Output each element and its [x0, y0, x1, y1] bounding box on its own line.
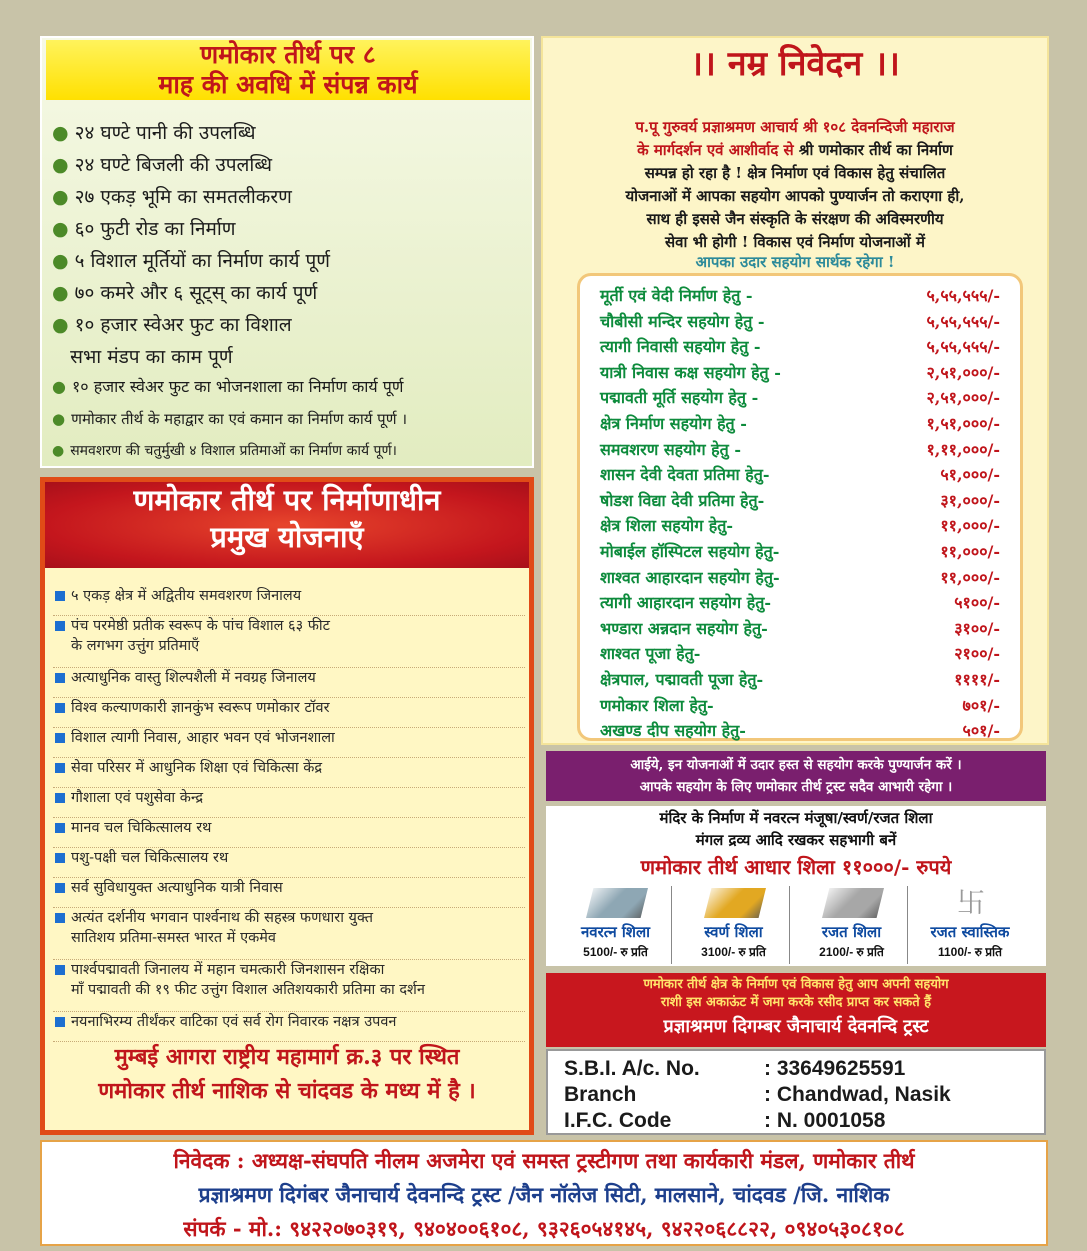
donation-label: समवशरण सहयोग हेतु - [600, 439, 741, 459]
completed-works-heading [46, 40, 530, 100]
donation-label: यात्री निवास कक्ष सहयोग हेतु - [600, 362, 781, 382]
bank-key: I.F.C. Code [564, 1109, 672, 1132]
donation-row [580, 538, 1020, 565]
shila-rate: 3100/- रु प्रति [701, 945, 766, 959]
square-bullet-icon [55, 853, 65, 863]
donation-label: क्षेत्रपाल, पद्मावती पूजा हेतु- [600, 670, 764, 689]
completed-item [52, 214, 236, 244]
square-bullet-icon [55, 673, 65, 683]
completed-item [52, 278, 317, 308]
bullet-icon: ● [52, 122, 69, 144]
shila-name: स्वर्ण शिला [704, 923, 763, 941]
appeal-panel [541, 36, 1049, 745]
bank-row [564, 1108, 1034, 1133]
bullet-icon: ● [52, 377, 66, 396]
appeal-line: साथ ही इससे जैन संस्कृति के संरक्षण की अविस्मरणीय [646, 210, 944, 228]
donation-amount: ५१००/- [954, 593, 1000, 613]
plan-item [53, 616, 525, 668]
appeal-line: योजनाओं में आपका सहयोग आपको पुण्यार्जन तो कराएगा ही, [625, 187, 965, 205]
bank-value: : Chandwad, Nasik [764, 1083, 951, 1106]
square-bullet-icon [55, 823, 65, 833]
planned-schemes-heading [45, 482, 529, 568]
plan-item [53, 960, 525, 1012]
donation-row [580, 359, 1020, 386]
shila-name: रजत शिला [821, 923, 882, 941]
completed-item [52, 182, 292, 212]
footer-line2: प्रज्ञाश्रमण दिगंबर जैनाचार्य देवनन्दि ट्रस्ट /जैन नॉलेज सिटी, मालसाने, चांदवड /जि. नाशिक [198, 1182, 890, 1207]
completed-item [52, 342, 233, 372]
donation-row [580, 308, 1020, 335]
plan-item-text: पशु-पक्षी चल चिकित्सालय रथ [71, 850, 229, 866]
donation-label: पद्मावती मूर्ति सहयोग हेतु - [600, 388, 759, 408]
plan-item [53, 728, 525, 758]
donation-label: षोडश विद्या देवी प्रतिमा हेतु- [600, 490, 765, 510]
donation-label: त्यागी निवासी सहयोग हेतु - [600, 337, 761, 357]
plan-item-text: के लगभग उत्तुंग प्रतिमाएँ [71, 638, 200, 654]
square-bullet-icon [55, 703, 65, 713]
appeal-line-part: के मार्गदर्शन एवं आशीर्वाद से [637, 141, 799, 159]
donation-amount: ११,०००/- [940, 542, 1000, 561]
donation-label: मोबाईल हॉस्पिटल सहयोग हेतु- [600, 542, 780, 561]
appeal-line [543, 139, 1047, 162]
completed-item-text: १० हजार स्वेअर फुट का भोजनशाला का निर्माण कार्य पूर्ण [71, 377, 404, 396]
plan-item-text: विश्व कल्याणकारी ज्ञानकुंभ स्वरूप णमोकार टॉवर [71, 700, 330, 716]
donation-row [580, 410, 1020, 437]
plan-item-text: अत्यंत दर्शनीय भगवान पार्श्वनाथ की सहस्त्र फणधारा युक्त [71, 910, 374, 926]
donation-label: शाश्वत पूजा हेतु- [600, 644, 701, 664]
donation-label: क्षेत्र शिला सहयोग हेतु- [600, 516, 734, 536]
bullet-icon: ● [52, 443, 65, 459]
donation-row [580, 615, 1020, 642]
square-bullet-icon [55, 883, 65, 893]
appeal-line: सेवा भी होगी ! विकास एवं निर्माण योजनाओं में [665, 233, 925, 251]
plan-item-text: विशाल त्यागी निवास, आहार भवन एवं भोजनशाला [71, 730, 335, 746]
completed-item [52, 118, 255, 148]
plan-item-text: मानव चल चिकित्सालय रथ [71, 820, 212, 836]
square-bullet-icon [55, 965, 65, 975]
bank-key: S.B.I. A/c. No. [564, 1057, 700, 1080]
shila-line1: मंदिर के निर्माण में नवरत्न मंजूषा/स्वर्ण/रजत शिला [659, 809, 933, 827]
donation-amount: ५,५५,५५५/- [926, 337, 1000, 357]
shila-card [796, 886, 908, 964]
plan-item-text: माँ पद्मावती की १९ फीट उत्तुंग विशाल अतिशयकारी प्रतिमा का दर्शन [71, 982, 425, 998]
plan-item-text: पार्श्वपद्मावती जिनालय में महान चमत्कारी जिनशासन रक्षिका [71, 962, 385, 978]
banner-line1: आईये, इन योजनाओं में उदार हस्त से सहयोग करके पुण्यार्जन करें । [630, 757, 962, 773]
bank-trust-name: प्रज्ञाश्रमण दिगम्बर जैनाचार्य देवनन्दि ट्रस्ट [663, 1016, 929, 1037]
donation-label: भण्डारा अन्नदान सहयोग हेतु- [600, 618, 768, 638]
plan-item-text: ५ एकड़ क्षेत्र में अद्वितीय समवशरण जिनालय [71, 588, 302, 604]
donation-amount: १,५१,०००/- [926, 414, 1000, 433]
donation-row [580, 640, 1020, 667]
square-bullet-icon [55, 621, 65, 631]
donation-row [580, 384, 1020, 411]
donation-row [580, 666, 1020, 693]
footer-contact [40, 1140, 1048, 1246]
bank-key: Branch [564, 1083, 637, 1106]
square-bullet-icon [55, 591, 65, 601]
bank-heading [546, 973, 1046, 1047]
shila-price: णमोकार तीर्थ आधार शिला ११०००/- रुपये [640, 855, 952, 879]
plan-item-text: गौशाला एवं पशुसेवा केन्द्र [71, 790, 204, 806]
donation-amount: ११११/- [954, 670, 1000, 689]
shila-rate: 5100/- रु प्रति [583, 945, 648, 959]
donation-amount: ३१००/- [954, 618, 1000, 638]
appeal-highlight: आपका उदार सहयोग सार्थक रहेगा ! [695, 253, 895, 271]
location-line2: णमोकार तीर्थ नाशिक से चांदवड के मध्य में है । [98, 1078, 476, 1104]
completed-item-text: णमोकार तीर्थ के महाद्वार का एवं कमान का निर्माण कार्य पूर्ण । [71, 410, 407, 428]
donation-amount: ५,५५,५५५/- [926, 311, 1000, 331]
donation-label: त्यागी आहारदान सहयोग हेतु- [600, 593, 771, 613]
completed-works-panel [40, 36, 534, 468]
completed-item-text: २७ एकड़ भूमि का समतलीकरण [74, 186, 292, 208]
square-bullet-icon [55, 1017, 65, 1027]
completed-item-text: ५ विशाल मूर्तियों का निर्माण कार्य पूर्ण [74, 250, 331, 272]
appeal-line: प.पू गुरुवर्य प्रज्ञाश्रमण आचार्य श्री १०८ देवनन्दिजी महाराज [635, 118, 955, 136]
appeal-line-part: श्री णमोकार तीर्थ का निर्माण [798, 141, 953, 159]
foundation-stone-panel [546, 806, 1046, 966]
donation-amount: ११,०००/- [940, 567, 1000, 587]
donation-label: मूर्ती एवं वेदी निर्माण हेतु - [600, 286, 753, 305]
donation-label: चौबीसी मन्दिर सहयोग हेतु - [600, 311, 765, 331]
donation-amount: ३१,०००/- [940, 490, 1000, 510]
donation-amount: ५०१/- [962, 721, 1000, 741]
donation-amount: ११,०००/- [940, 516, 1000, 536]
donation-row [580, 564, 1020, 591]
completed-item-text: सभा मंडप का काम पूर्ण [70, 346, 233, 368]
plan-item [53, 848, 525, 878]
shila-card [678, 886, 790, 964]
donation-row [580, 589, 1020, 616]
plan-item [53, 1012, 525, 1042]
square-bullet-icon [55, 913, 65, 923]
planned-schemes-panel [40, 477, 534, 1135]
donation-amount: २१००/- [954, 644, 1000, 664]
bullet-icon: ● [52, 314, 69, 336]
appeal-title: ।। नम्र निवेदन ।। [690, 44, 900, 84]
plan-item-text: सातिशय प्रतिमा-समस्त भारत में एकमेव [71, 930, 276, 946]
plan-item [53, 668, 525, 698]
plan-item [53, 758, 525, 788]
donation-label: शाश्वत आहारदान सहयोग हेतु- [600, 567, 780, 587]
plan-item-text: पंच परमेष्ठी प्रतीक स्वरूप के पांच विशाल ६३ फीट [71, 618, 330, 634]
bank-row [564, 1056, 1034, 1081]
donation-row [580, 692, 1020, 719]
plan-item-text: सेवा परिसर में आधुनिक शिक्षा एवं चिकित्सा केंद्र [71, 760, 323, 776]
shila-rate: 2100/- रु प्रति [819, 945, 884, 959]
completed-item-text: २४ घण्टे बिजली की उपलब्धि [74, 154, 272, 176]
location-line1: मुम्बई आगरा राष्ट्रीय महामार्ग क्र.३ पर स्थित [114, 1044, 460, 1070]
bullet-icon [52, 346, 64, 368]
donation-amount: ५१,०००/- [940, 465, 1000, 485]
gratitude-banner [546, 751, 1046, 801]
plan-item [53, 586, 525, 616]
completed-title-line2: माह की अवधि में संपन्न कार्य [158, 70, 418, 99]
shila-card [560, 886, 672, 964]
completed-item [52, 372, 403, 402]
donation-label: अखण्ड दीप सहयोग हेतु- [600, 721, 746, 741]
donation-label: शासन देवी देवता प्रतिमा हेतु- [600, 465, 770, 485]
donation-amount: ७०१/- [962, 695, 1000, 715]
donation-row [580, 282, 1020, 309]
completed-item [52, 436, 397, 466]
bullet-icon: ● [52, 250, 69, 272]
bullet-icon: ● [52, 154, 69, 176]
square-bullet-icon [55, 763, 65, 773]
donation-row [580, 461, 1020, 488]
bullet-icon: ● [52, 218, 69, 240]
plans-title-line1: णमोकार तीर्थ पर निर्माणाधीन [133, 483, 441, 517]
bullet-icon: ● [52, 282, 69, 304]
bullet-icon: ● [52, 410, 66, 428]
completed-item-text: समवशरण की चतुर्मुखी ४ विशाल प्रतिमाओं का निर्माण कार्य पूर्ण। [70, 443, 397, 459]
shila-name: नवरत्न शिला [580, 923, 651, 941]
completed-item [52, 150, 272, 180]
donation-row [580, 487, 1020, 514]
banner-line2: आपके सहयोग के लिए णमोकार तीर्थ ट्रस्ट सदैव आभारी रहेगा । [639, 779, 953, 795]
completed-item [52, 404, 407, 434]
donation-amount: १,११,०००/- [926, 439, 1000, 459]
donation-row [580, 333, 1020, 360]
shila-card [914, 886, 1026, 964]
footer-line3: संपर्क - मो.: ९४२२०७०३१९, ९४०४००६१०८, ९३२६०५४१४५, ९४२२०६८८२२, ०९४०५३०८१०८ [183, 1216, 905, 1241]
completed-item-text: २४ घण्टे पानी की उपलब्धि [74, 122, 256, 144]
plan-item [53, 818, 525, 848]
square-bullet-icon [55, 793, 65, 803]
bank-value: : 33649625591 [764, 1057, 906, 1080]
plan-item-text: नयनाभिरम्य तीर्थंकर वाटिका एवं सर्व रोग निवारक नक्षत्र उपवन [71, 1014, 397, 1030]
donation-row [580, 717, 1020, 744]
donation-row [580, 512, 1020, 539]
bank-head-line2: राशी इस अकाऊंट में जमा करके रसीद प्राप्त कर सकते हैं [660, 995, 932, 1010]
plan-item-text: अत्याधुनिक वास्तु शिल्पशैली में नवग्रह जिनालय [71, 670, 316, 686]
gold-bar-icon [704, 888, 766, 918]
plan-item [53, 908, 525, 960]
gem-bar-icon [586, 888, 648, 918]
completed-item [52, 246, 330, 276]
shila-name: रजत स्वास्तिक [930, 923, 1010, 941]
donation-list [577, 273, 1023, 741]
bank-head-line1: णमोकार तीर्थ क्षेत्र के निर्माण एवं विकास हेतु आप अपनी सहयोग [643, 977, 949, 992]
plan-item [53, 788, 525, 818]
donation-amount: २,५१,०००/- [926, 388, 1000, 408]
footer-line1: निवेदक : अध्यक्ष-संघपति नीलम अजमेरा एवं समस्त ट्रस्टीगण तथा कार्यकारी मंडल, णमोकार तीर्थ [173, 1148, 915, 1173]
bank-row [564, 1082, 1034, 1107]
completed-item-text: ७० कमरे और ६ सूट्स् का कार्य पूर्ण [74, 282, 318, 304]
plan-item [53, 698, 525, 728]
plan-item [53, 878, 525, 908]
completed-item [52, 310, 292, 340]
completed-item-text: ६० फुटी रोड का निर्माण [74, 218, 236, 240]
appeal-line: सम्पन्न हो रहा है ! क्षेत्र निर्माण एवं विकास हेतु संचालित [644, 164, 946, 182]
donation-label: णमोकार शिला हेतु- [600, 695, 714, 715]
square-bullet-icon [55, 733, 65, 743]
donation-amount: ५,५५,५५५/- [926, 286, 1000, 305]
location-note [45, 1040, 529, 1108]
completed-title-line1: णमोकार तीर्थ पर ८ [200, 40, 376, 69]
shila-rate: 1100/- रु प्रति [938, 945, 1002, 959]
swastika-icon: 卐 [956, 886, 985, 919]
plan-item-text: सर्व सुविधायुक्त अत्याधुनिक यात्री निवास [71, 880, 283, 896]
plans-title-line2: प्रमुख योजनाएँ [210, 520, 364, 554]
bank-value: : N. 0001058 [764, 1109, 886, 1132]
shila-line2: मंगल द्रव्य आदि रखकर सहभागी बनें [695, 831, 897, 849]
donation-amount: २,५१,०००/- [926, 362, 1000, 382]
completed-item-text: १० हजार स्वेअर फुट का विशाल [74, 314, 292, 336]
silver-bar-icon [822, 888, 884, 918]
donation-row [580, 436, 1020, 463]
donation-label: क्षेत्र निर्माण सहयोग हेतु - [600, 414, 747, 433]
bullet-icon: ● [52, 186, 69, 208]
bank-details [546, 1049, 1046, 1135]
